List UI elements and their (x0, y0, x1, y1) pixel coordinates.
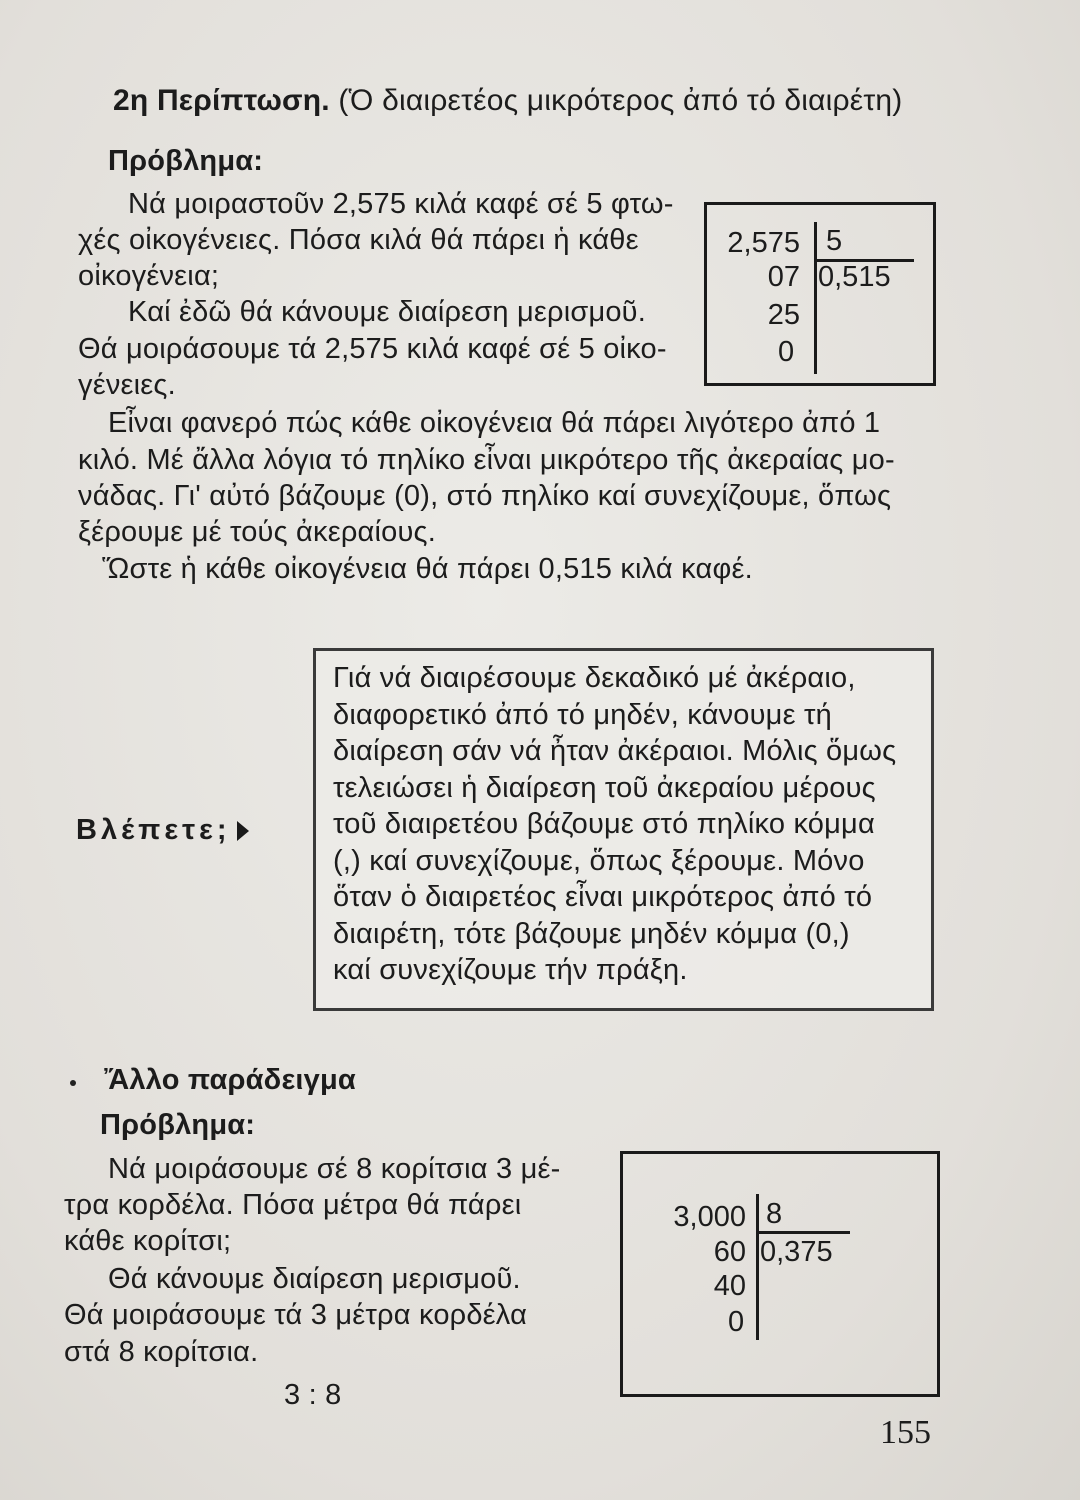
problem-line: Θά κάνουμε διαίρεση μερισμοῦ. (108, 1263, 521, 1295)
rule-line: διαίρεση σάν νά ἦταν ἀκέραιοι. Μόλις ὅμως (333, 735, 897, 767)
see-label (76, 812, 249, 848)
problem-line: γένειες. (78, 369, 176, 401)
section-heading (113, 83, 903, 119)
rule-line: διαφορετικό ἀπό τό μηδέν, κάνουμε τή (333, 699, 832, 731)
problem-line: Θά μοιράσουμε τά 2,575 κιλά καφέ σέ 5 οἰκο- (78, 333, 667, 365)
dividend: 2,575 (727, 227, 800, 259)
rule-line: ὅταν ὁ διαιρετέος εἶναι μικρότερος ἀπό τό (333, 881, 873, 913)
quotient: 0,515 (818, 261, 891, 293)
problem-line: οἰκογένεια; (78, 260, 220, 292)
pointer-arrow-icon (237, 821, 249, 841)
long-division-box (620, 1151, 940, 1397)
problem-line: Θά μοιράσουμε τά 3 μέτρα κορδέλα (64, 1299, 528, 1331)
division-step: 40 (713, 1270, 746, 1302)
problem-label: Πρόβλημα: (100, 1109, 256, 1141)
division-step: 25 (767, 299, 800, 331)
problem-label: Πρόβλημα: (108, 145, 264, 177)
problem-line: Νά μοιραστοῦν 2,575 κιλά καφέ σέ 5 φτω- (128, 188, 674, 220)
rule-line: (,) καί συνεχίζουμε, ὅπως ξέρουμε. Μόνο (333, 845, 865, 877)
see-label-text: Βλέπετε; (76, 814, 231, 846)
dividend: 3,000 (673, 1201, 746, 1233)
explanation-line: κιλό. Μέ ἄλλα λόγια τό πηλίκο εἶναι μικρότερο τῆς ἀκεραίας μο- (78, 444, 895, 476)
case-heading: 2η Περίπτωση. (113, 84, 330, 117)
problem-line: τρα κορδέλα. Πόσα μέτρα θά πάρει (64, 1189, 522, 1221)
problem-line: χές οἰκογένειες. Πόσα κιλά θά πάρει ἡ κάθε (78, 224, 639, 256)
rule-line: καί συνεχίζουμε τήν πράξη. (333, 954, 688, 986)
division-vertical-rule (756, 1194, 759, 1340)
problem-line: στά 8 κορίτσια. (64, 1336, 259, 1368)
explanation-line: Ὥστε ἡ κάθε οἰκογένεια θά πάρει 0,515 κιλά καφέ. (102, 553, 753, 585)
division-vertical-rule (814, 222, 817, 374)
page-number: 155 (880, 1414, 931, 1451)
problem-line: κάθε κορίτσι; (64, 1225, 232, 1257)
divisor: 8 (766, 1198, 783, 1230)
explanation-line: ξέρουμε μέ τούς ἀκεραίους. (78, 516, 436, 548)
division-step: 0 (728, 1306, 745, 1338)
rule-line: τοῦ διαιρετέου βάζουμε στό πηλίκο κόμμα (333, 808, 875, 840)
rule-line: Γιά νά διαιρέσουμε δεκαδικό μέ ἀκέραιο, (333, 662, 856, 694)
problem-line: Νά μοιράσουμε σέ 8 κορίτσια 3 μέ- (108, 1153, 561, 1185)
division-step: 60 (713, 1236, 746, 1268)
problem-line: Καί ἐδῶ θά κάνουμε διαίρεση μερισμοῦ. (128, 296, 647, 328)
quotient: 0,375 (760, 1236, 833, 1268)
case-heading-note: (Ὁ διαιρετέος μικρότερος ἀπό τό διαιρέτη) (338, 84, 903, 117)
division-step: 07 (767, 261, 800, 293)
divisor: 5 (826, 225, 843, 257)
bullet-icon (70, 1080, 76, 1086)
rule-line: διαιρέτη, τότε βάζουμε μηδέν κόμμα (0,) (333, 918, 850, 950)
example-heading: Ἄλλο παράδειγμα (104, 1064, 356, 1096)
explanation-line: νάδας. Γι' αὐτό βάζουμε (0), στό πηλίκο καί συνεχίζουμε, ὅπως (78, 480, 892, 512)
division-expression: 3 : 8 (284, 1379, 342, 1411)
explanation-line: Εἶναι φανερό πώς κάθε οἰκογένεια θά πάρει λιγότερο ἀπό 1 (108, 407, 881, 439)
rule-line: τελειώσει ἡ διαίρεση τοῦ ἀκεραίου μέρους (333, 772, 876, 804)
division-step: 0 (778, 336, 795, 368)
